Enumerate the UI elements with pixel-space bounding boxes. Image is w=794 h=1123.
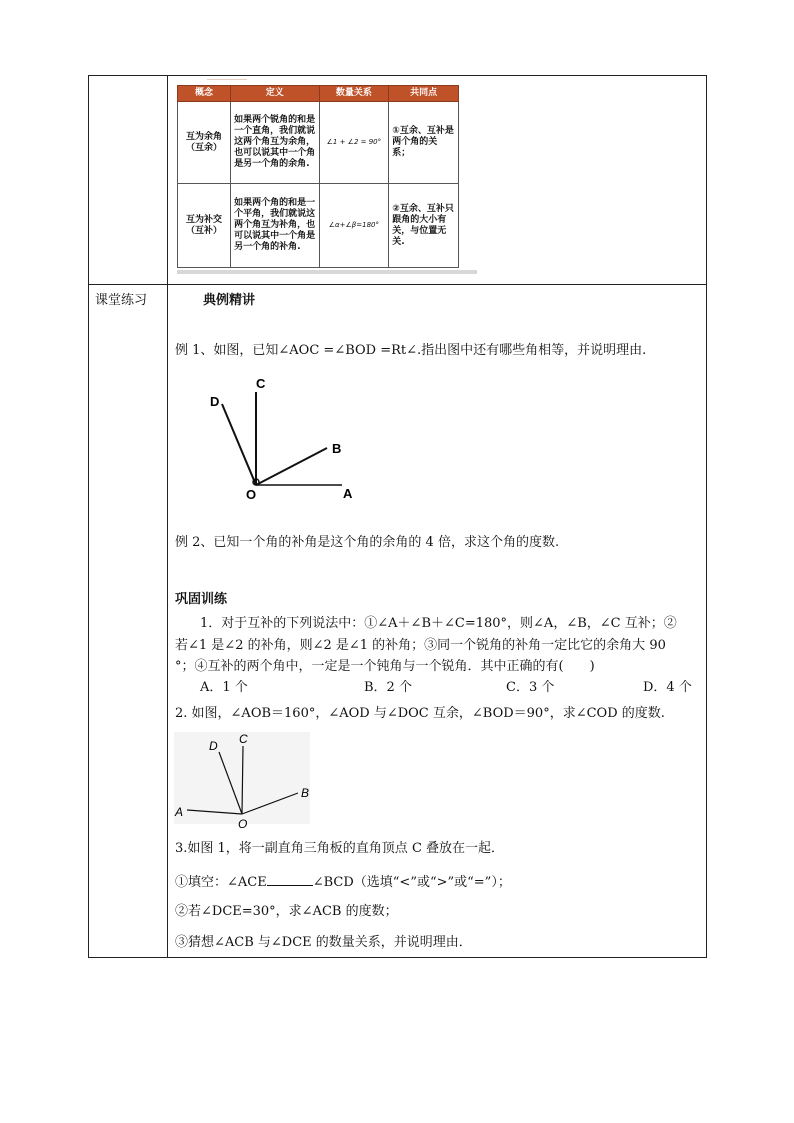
label-b: B — [332, 441, 342, 456]
row-relation-complementary: ∠1 + ∠2 = 90° — [319, 102, 389, 184]
header-definition: 定义 — [231, 86, 319, 102]
table-row — [178, 184, 459, 268]
row-common-2: ②互余、互补只跟角的大小有关，与位置无关. — [389, 184, 459, 268]
table-row — [178, 102, 459, 184]
header-relation: 数量关系 — [319, 86, 389, 102]
label-c: C — [256, 376, 266, 391]
decorative-line — [207, 79, 247, 80]
image-shadow — [177, 270, 477, 274]
concept-table-header — [178, 86, 459, 102]
question-1-line-2: 若∠1 是∠2 的补角，则∠2 是∠1 的补角；③同一个锐角的补角一定比它的余角大 90 — [175, 638, 666, 653]
option-c: C．3 个 — [506, 680, 555, 695]
option-d: D．4 个 — [643, 680, 692, 695]
table-column-divider — [167, 75, 168, 958]
question-3-part-3: ③猜想∠ACB 与∠DCE 的数量关系，并说明理由． — [175, 935, 472, 950]
question-3-part-1 — [175, 873, 511, 891]
question-3-part-1-suffix: ∠BCD（选填“<”或“>”或“=”）； — [312, 875, 511, 890]
ray-od — [222, 404, 256, 485]
question-3-part-2: ②若∠DCE=30°，求∠ACB 的度数； — [175, 904, 398, 919]
table-border-left — [88, 75, 89, 958]
example-2-text: 例 2、已知一个角的补角是这个角的余角的 4 倍，求这个角的度数. — [175, 535, 560, 550]
row-definition-complementary: 如果两个锐角的和是一个直角，我们就说这两个角互为余角，也可以说其中一个角是另一个角的余角. — [231, 102, 319, 184]
question-1-line-3: °；④互补的两个角中，一定是一个钝角与一个锐角．其中正确的有( ) — [175, 659, 595, 674]
heading-examples: 典例精讲 — [203, 293, 256, 308]
label-a: A — [343, 486, 353, 501]
ray-ob — [256, 448, 327, 485]
label-o: O — [246, 487, 257, 502]
row-definition-supplementary: 如果两个角的和是一个平角，我们就说这两个角互为补角，也可以说其中一个角是另一个角的补角. — [231, 184, 319, 268]
figure-1 — [200, 374, 360, 504]
table-border-top — [88, 75, 707, 76]
label-b-2: B — [301, 786, 310, 800]
row-name-complementary: 互为余角（互余） — [178, 102, 231, 184]
table-border-bottom — [88, 957, 707, 958]
question-3-part-1-prefix: ①填空：∠ACE — [175, 875, 267, 890]
row-name-supplementary: 互为补交（互补） — [178, 184, 231, 268]
option-a: A．1 个 — [200, 680, 248, 695]
example-1-text: 例 1、如图，已知∠AOC =∠BOD =Rt∠.指出图中还有哪些角相等，并说明理由. — [175, 343, 647, 358]
header-common: 共同点 — [389, 86, 459, 102]
row-relation-supplementary: ∠α+∠β=180° — [319, 184, 389, 268]
question-2-text: 2. 如图，∠AOB＝160°，∠AOD 与∠DOC 互余，∠BOD＝90°，求∠COD 的度数. — [175, 706, 665, 721]
section-label: 课堂练习 — [95, 293, 148, 308]
answer-blank[interactable] — [267, 873, 313, 886]
question-1-line-1: 1．对于互补的下列说法中：①∠A＋∠B＋∠C=180°，则∠A，∠B，∠C 互补；② — [200, 616, 677, 631]
label-c-2: C — [239, 732, 248, 746]
label-o-2: O — [238, 817, 248, 830]
label-d-2: D — [209, 739, 218, 753]
header-concept: 概念 — [178, 86, 231, 102]
row-common-1: ①互余、互补是两个角的关系； — [389, 102, 459, 184]
question-3-intro: 3.如图 1，将一副直角三角板的直角顶点 C 叠放在一起． — [175, 841, 505, 856]
figure-2 — [172, 730, 312, 830]
label-d: D — [210, 394, 220, 409]
table-border-right — [706, 75, 707, 958]
table-border-middle — [88, 284, 707, 285]
option-b: B．2 个 — [364, 680, 412, 695]
heading-practice: 巩固训练 — [175, 592, 228, 607]
label-a-2: A — [175, 805, 184, 819]
concept-table — [177, 85, 459, 268]
